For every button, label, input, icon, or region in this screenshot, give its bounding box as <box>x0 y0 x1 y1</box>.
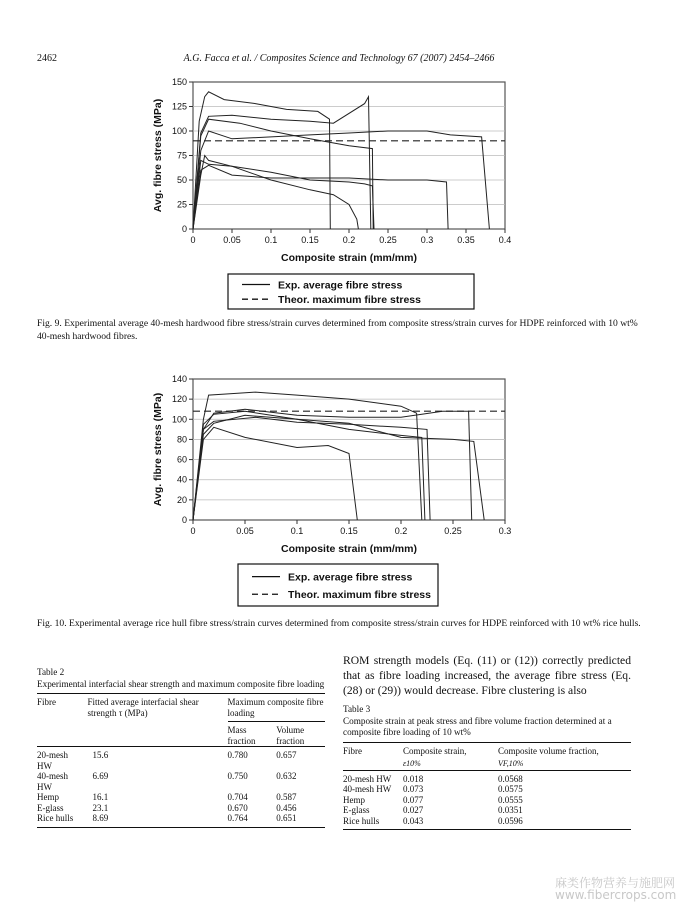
table-cell-strain: 0.073 <box>403 784 424 794</box>
table-cell-tau: 15.6 <box>92 750 109 760</box>
table-cell-volume: 0.456 <box>276 802 297 813</box>
table-cell-volume: 0.657 <box>276 750 297 760</box>
table-cell-volume: 0.0351 <box>498 805 523 815</box>
table-cell-strain: 0.077 <box>403 794 424 805</box>
table-2-header-tau: Fitted average interfacial shear strength τ (MPa) <box>87 697 199 718</box>
table-cell-fibre: E-glass <box>37 802 64 813</box>
x-tick-label: 0.4 <box>498 235 512 245</box>
table-cell-mass: 0.670 <box>227 802 248 813</box>
figure-10-chart <box>140 370 520 610</box>
table-cell-tau: 23.1 <box>92 802 109 813</box>
x-tick-label: 0.05 <box>236 526 254 536</box>
table-cell-volume: 0.0568 <box>498 773 523 784</box>
table-cell-mass: 0.780 <box>227 750 248 760</box>
x-tick-label: 0.25 <box>379 235 397 245</box>
table-2 <box>37 667 325 828</box>
table-cell-volume: 0.632 <box>276 771 297 781</box>
figure-9-chart <box>140 72 520 314</box>
table-row <box>37 771 325 792</box>
table-cell-fibre: Rice hulls <box>37 813 74 823</box>
table-cell-mass: 0.704 <box>227 792 248 802</box>
y-tick-label: 150 <box>171 77 187 87</box>
table-cell-volume: 0.0596 <box>498 815 523 826</box>
table-cell-strain: 0.043 <box>403 815 424 826</box>
table-cell-fibre: 40-mesh HW <box>37 771 68 792</box>
figure-10-caption: Fig. 10. Experimental average rice hull fibre stress/strain curves determined from composite stress/strain curves for HDPE reinforced with 10 wt% rice hulls. <box>37 618 641 629</box>
table-cell-fibre: 40-mesh HW <box>343 784 392 794</box>
table-2-header-mass: Mass fraction <box>227 725 256 746</box>
x-tick-label: 0.15 <box>301 235 319 245</box>
table-cell-fibre: 20-mesh HW <box>37 750 68 771</box>
legend-label-exp: Exp. average fibre stress <box>288 571 413 584</box>
table-cell-mass: 0.764 <box>227 813 248 823</box>
table-row <box>37 813 325 824</box>
table-cell-tau: 8.69 <box>92 813 109 823</box>
table-cell-fibre: 20-mesh HW <box>343 773 392 784</box>
table-row <box>343 805 631 816</box>
watermark-line-2: www.fibercrops.com <box>555 888 677 902</box>
y-tick-label: 0 <box>181 224 187 234</box>
legend-label-theor: Theor. maximum fibre stress <box>278 294 421 307</box>
page-number: 2462 <box>37 53 57 64</box>
table-row <box>343 774 631 785</box>
table-2-header-volume: Volume fraction <box>276 725 305 746</box>
legend-label-exp: Exp. average fibre stress <box>278 279 403 292</box>
table-cell-strain: 0.018 <box>403 773 424 784</box>
table-2-header-max: Maximum composite fibre loading <box>228 697 325 725</box>
table-3-header-fibre: Fibre <box>343 745 362 756</box>
y-tick-label: 140 <box>171 374 187 384</box>
y-tick-label: 100 <box>171 126 187 136</box>
x-axis-label: Composite strain (mm/mm) <box>281 543 417 555</box>
table-3 <box>343 704 631 830</box>
table-cell-tau: 6.69 <box>92 771 109 781</box>
y-tick-label: 25 <box>176 199 187 210</box>
x-tick-label: 0 <box>190 235 196 245</box>
table-2-label: Table 2 <box>37 667 65 677</box>
figure-9-caption: Fig. 9. Experimental average 40-mesh hardwood fibre stress/strain curves determined from composite stress/strain curves for HDPE reinforced with 10 wt% 40-mesh hardwood fibres. <box>37 318 638 342</box>
y-tick-label: 80 <box>176 434 187 445</box>
table-row <box>343 795 631 806</box>
plot-area <box>193 379 505 520</box>
y-axis-label: Avg. fibre stress (MPa) <box>152 98 164 213</box>
x-tick-label: 0.3 <box>498 526 512 536</box>
table-cell-fibre: Hemp <box>37 792 59 802</box>
table-row <box>37 803 325 814</box>
y-tick-label: 0 <box>181 515 187 525</box>
y-tick-label: 75 <box>176 150 187 161</box>
x-tick-label: 0.05 <box>223 235 241 245</box>
x-tick-label: 0.2 <box>394 526 408 536</box>
y-tick-label: 120 <box>171 394 187 405</box>
y-tick-label: 60 <box>176 454 187 465</box>
table-row <box>343 816 631 827</box>
table-3-label: Table 3 <box>343 704 371 714</box>
table-cell-volume: 0.651 <box>276 813 297 823</box>
x-tick-label: 0.1 <box>264 235 278 245</box>
table-cell-mass: 0.750 <box>227 771 248 781</box>
x-axis-label: Composite strain (mm/mm) <box>281 252 417 264</box>
table-cell-fibre: Rice hulls <box>343 815 380 826</box>
table-2-grid <box>37 697 325 828</box>
x-tick-label: 0.15 <box>340 526 358 536</box>
table-3-header-strain: Composite strain, ε10% <box>403 745 467 768</box>
table-cell-volume: 0.0555 <box>498 794 523 805</box>
x-tick-label: 0.35 <box>457 235 475 245</box>
y-tick-label: 100 <box>171 414 187 425</box>
body-paragraph: ROM strength models (Eq. (11) or (12)) correctly predicted that as fibre loading increased, the average fibre stress (Eq. (28) or (29)) would decrease. Fibre clustering is also <box>343 654 631 697</box>
y-tick-label: 50 <box>176 175 187 185</box>
table-2-title: Experimental interfacial shear strength and maximum composite fibre loading <box>37 678 325 689</box>
legend <box>238 564 438 606</box>
table-cell-volume: 0.0575 <box>498 784 523 794</box>
y-tick-label: 40 <box>176 474 187 485</box>
x-tick-label: 0 <box>190 526 196 536</box>
y-tick-label: 20 <box>176 494 187 505</box>
table-cell-strain: 0.027 <box>403 805 424 815</box>
table-row <box>343 784 631 795</box>
table-cell-fibre: Hemp <box>343 794 365 805</box>
y-axis-label: Avg. fibre stress (MPa) <box>152 392 164 507</box>
table-2-header-fibre: Fibre <box>37 697 56 707</box>
legend <box>228 274 474 309</box>
table-cell-tau: 16.1 <box>92 792 109 802</box>
table-cell-volume: 0.587 <box>276 792 297 802</box>
running-title: A.G. Facca et al. / Composites Science and Technology 67 (2007) 2454–2466 <box>183 53 495 64</box>
x-tick-label: 0.2 <box>342 235 356 245</box>
legend-label-theor: Theor. maximum fibre stress <box>288 589 431 602</box>
table-3-title: Composite strain at peak stress and fibre volume fraction determined at a composite fibre loading of 10 wt% <box>343 715 612 737</box>
table-cell-fibre: E-glass <box>343 805 370 815</box>
x-tick-label: 0.3 <box>420 235 434 245</box>
table-row <box>37 792 325 803</box>
watermark-line-1: 麻类作物营养与施肥网 <box>555 876 676 890</box>
table-3-header-volume: Composite volume fraction, VF,10% <box>498 745 599 768</box>
y-tick-label: 125 <box>171 101 187 112</box>
table-row <box>37 750 325 771</box>
table-3-grid <box>343 746 631 831</box>
x-tick-label: 0.25 <box>444 526 462 536</box>
x-tick-label: 0.1 <box>290 526 304 536</box>
